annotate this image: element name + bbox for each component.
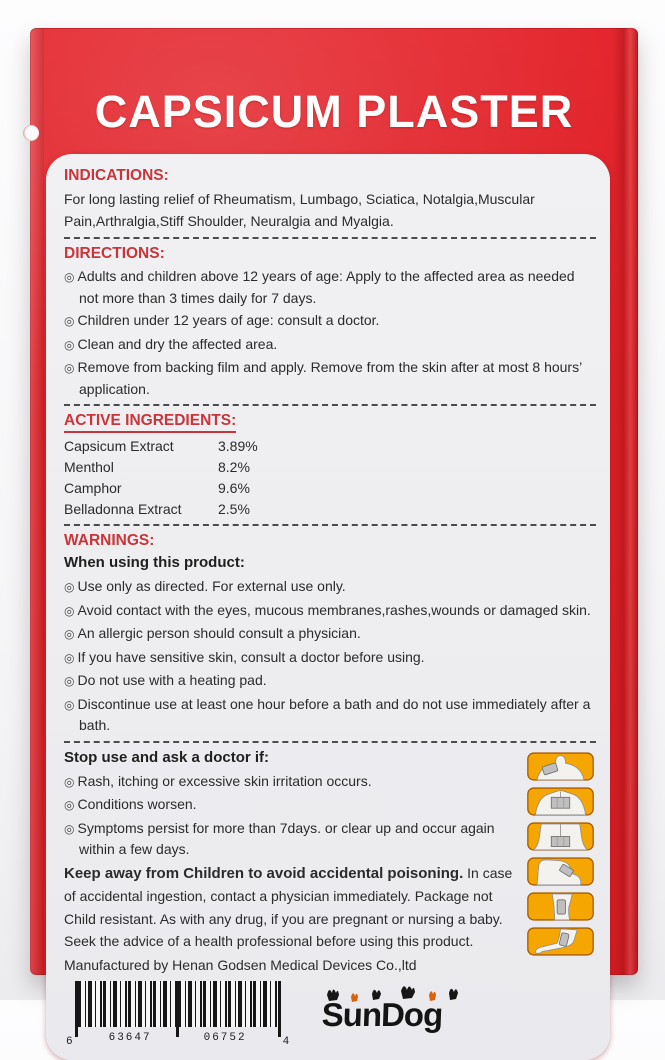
section-active-ingredients bbox=[64, 411, 596, 519]
hip-application-icon bbox=[527, 855, 594, 888]
keep-away-paragraph bbox=[64, 862, 520, 953]
list-item bbox=[64, 266, 596, 308]
foot-application-icon bbox=[527, 925, 594, 958]
ring-bullet-icon: ◎ bbox=[64, 580, 75, 594]
keep-away-bold: Keep away from Children to avoid accidental poisoning. bbox=[64, 864, 464, 882]
application-area-icons bbox=[527, 750, 594, 960]
list-item bbox=[64, 818, 520, 860]
barcode-left-digit: 6 bbox=[66, 1035, 73, 1048]
list-item-text: Conditions worsen. bbox=[77, 796, 197, 812]
list-item bbox=[64, 576, 596, 598]
ingredient-name: Capsicum Extract bbox=[64, 438, 174, 454]
indications-body: For long lasting relief of Rheumatism, Lumbago, Sciatica, Notalgia,Muscular Pain,Arthralgia,Stiff Shoulder, Neuralgia and Myalgia. bbox=[64, 191, 535, 229]
indications-heading: INDICATIONS: bbox=[64, 167, 169, 184]
list-item bbox=[64, 334, 596, 356]
barcode-digits-group2: 06752 bbox=[203, 1031, 247, 1044]
list-item bbox=[64, 794, 520, 816]
upper-back-application-icon bbox=[527, 785, 594, 818]
ring-bullet-icon: ◎ bbox=[64, 821, 75, 836]
ring-bullet-icon: ◎ bbox=[64, 774, 75, 789]
divider bbox=[64, 404, 596, 406]
list-item bbox=[64, 771, 520, 793]
divider bbox=[64, 237, 596, 239]
brand-row bbox=[64, 982, 596, 1048]
section-directions bbox=[64, 244, 596, 399]
list-item bbox=[64, 647, 596, 669]
ring-bullet-icon: ◎ bbox=[64, 337, 75, 352]
sundog-logo-text: SunDog bbox=[321, 995, 444, 1033]
ingredient-value: 3.89% bbox=[218, 438, 258, 454]
ring-bullet-icon: ◎ bbox=[64, 650, 75, 665]
list-item-text: Symptoms persist for more than 7days. or clear up and occur again within a few days. bbox=[77, 819, 495, 857]
ring-bullet-icon: ◎ bbox=[64, 314, 75, 328]
directions-list bbox=[64, 266, 596, 399]
section-stop-use bbox=[64, 748, 596, 976]
ring-bullet-icon: ◎ bbox=[64, 674, 75, 688]
warnings-subheading: When using this product: bbox=[64, 554, 245, 571]
shoulder-application-icon bbox=[527, 750, 594, 783]
keep-away-body: In case of accidental ingestion, contact a physician immediately. Package not Child resistant. As with any drug, if you are pregnant or nursing a baby. Seek the advice of a health professional before using this product. bbox=[64, 864, 513, 949]
stop-use-list bbox=[64, 771, 520, 860]
list-item bbox=[64, 694, 596, 736]
ring-bullet-icon: ◎ bbox=[64, 697, 75, 712]
active-ingredients-heading bbox=[64, 411, 596, 433]
barcode-guard-bar bbox=[176, 981, 179, 1037]
sachet-package bbox=[30, 28, 638, 1048]
ring-bullet-icon: ◎ bbox=[64, 798, 75, 812]
ring-bullet-icon: ◎ bbox=[64, 603, 75, 618]
warnings-list bbox=[64, 576, 596, 736]
divider bbox=[64, 741, 596, 743]
warnings-heading: WARNINGS: bbox=[64, 532, 155, 549]
list-item bbox=[64, 310, 596, 332]
barcode-right-digit: 4 bbox=[282, 1035, 290, 1048]
ring-bullet-icon: ◎ bbox=[64, 361, 75, 375]
manufacturer-line: Manufactured by Henan Godsen Medical Devices Co.,ltd bbox=[64, 956, 417, 973]
barcode-guard-bar bbox=[278, 981, 281, 1037]
list-item-text: Remove from backing film and apply. Remove from the skin after at most 8 hours’ application. bbox=[77, 359, 582, 397]
section-indications bbox=[64, 166, 596, 232]
list-item bbox=[64, 357, 596, 399]
list-item-text: An allergic person should consult a physician. bbox=[77, 625, 361, 641]
list-item bbox=[64, 600, 596, 622]
ingredients-table bbox=[64, 436, 596, 519]
ingredient-name: Camphor bbox=[64, 480, 122, 496]
divider bbox=[64, 524, 596, 526]
lower-back-application-icon bbox=[527, 820, 594, 853]
list-item-text: Rash, itching or excessive skin irritation occurs. bbox=[77, 772, 372, 789]
list-item-text: Avoid contact with the eyes, mucous membranes,rashes,wounds or damaged skin. bbox=[77, 601, 591, 618]
ring-bullet-icon: ◎ bbox=[64, 627, 75, 641]
barcode-bars bbox=[75, 981, 281, 1048]
directions-heading: DIRECTIONS: bbox=[64, 245, 165, 262]
info-label bbox=[46, 154, 610, 1060]
sundog-logo bbox=[317, 981, 477, 1040]
list-item bbox=[64, 623, 596, 645]
ingredient-name: Belladonna Extract bbox=[64, 501, 182, 517]
list-item-text: Children under 12 years of age: consult a doctor. bbox=[77, 312, 380, 328]
barcode-digits-group1: 63647 bbox=[108, 1031, 152, 1044]
ingredient-value: 9.6% bbox=[218, 480, 250, 496]
list-item-text: Adults and children above 12 years of age: Apply to the affected area as needed not more than 3 times daily for 7 days. bbox=[77, 268, 575, 306]
list-item-text: Do not use with a heating pad. bbox=[77, 672, 267, 688]
list-item-text: If you have sensitive skin, consult a doctor before using. bbox=[77, 648, 425, 665]
ingredient-value: 8.2% bbox=[218, 459, 250, 475]
list-item bbox=[64, 670, 596, 692]
barcode bbox=[66, 981, 289, 1048]
barcode-guard-bar bbox=[75, 981, 78, 1037]
active-ingredients-heading-text: ACTIVE INGREDIENTS: bbox=[64, 411, 236, 433]
knee-application-icon bbox=[527, 890, 594, 923]
package-title: CAPSICUM PLASTER bbox=[94, 86, 574, 137]
list-item-text: Clean and dry the affected area. bbox=[77, 335, 278, 352]
list-item-text: Discontinue use at least one hour before a bath and do not use immediately after a bath. bbox=[77, 695, 591, 733]
section-warnings bbox=[64, 531, 596, 736]
tear-notch bbox=[23, 125, 39, 141]
ingredient-name: Menthol bbox=[64, 459, 114, 475]
stop-use-heading: Stop use and ask a doctor if: bbox=[64, 748, 270, 766]
ring-bullet-icon: ◎ bbox=[64, 270, 75, 284]
ingredient-value: 2.5% bbox=[218, 501, 250, 517]
list-item-text: Use only as directed. For external use only. bbox=[77, 578, 346, 594]
